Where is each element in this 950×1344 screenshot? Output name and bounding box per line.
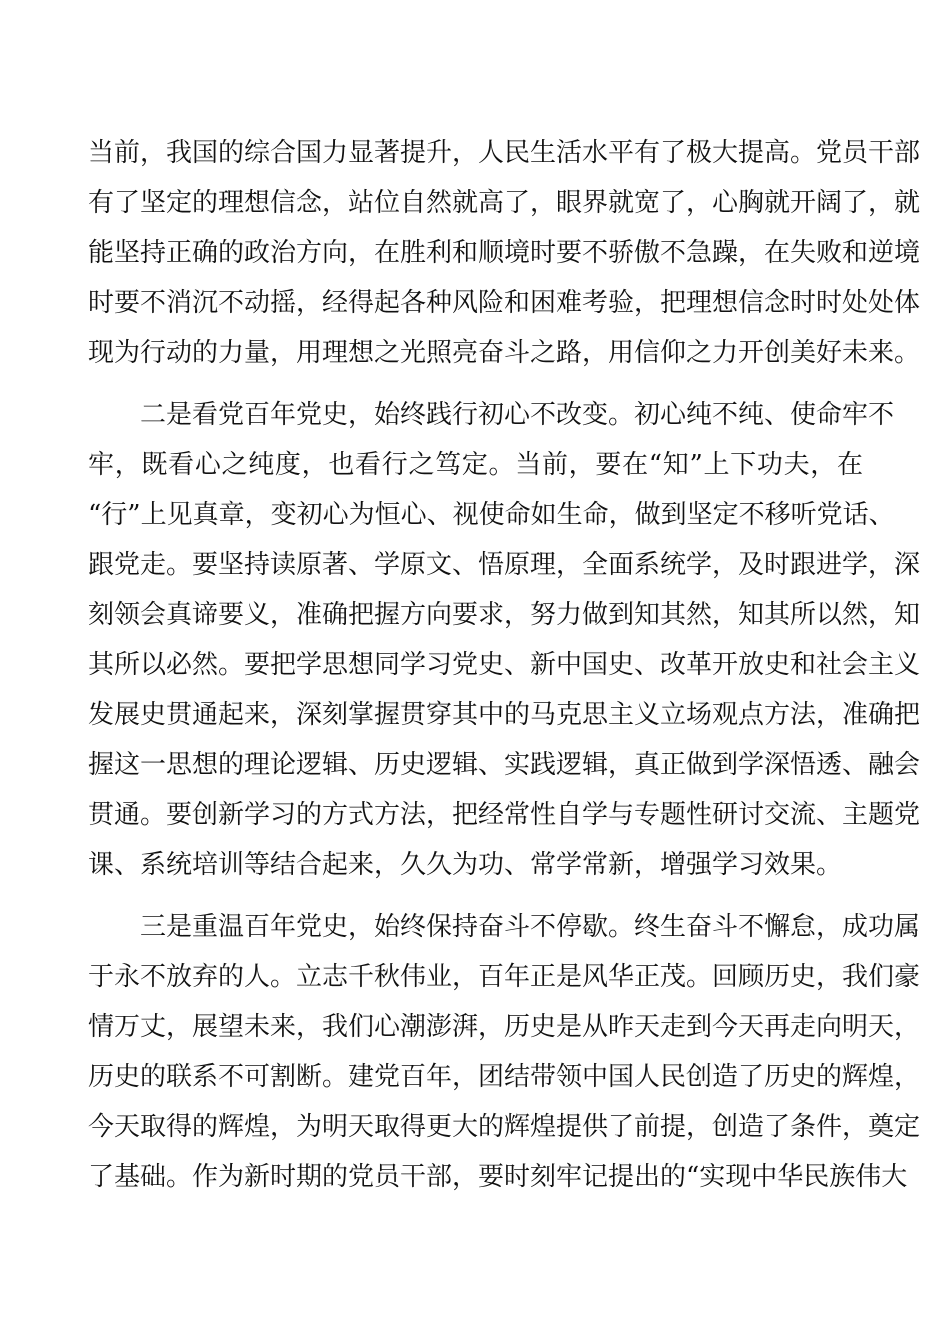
paragraph-spacer xyxy=(88,378,863,390)
paragraph-line: 课、系统培训等结合起来，久久为功、常学常新，增强学习效果。 xyxy=(88,850,843,880)
paragraph-line: 历史的联系不可割断。建党百年，团结带领中国人民创造了历史的辉煌， xyxy=(88,1062,921,1092)
paragraph-line: 有了坚定的理想信念，站位自然就高了，眼界就宽了，心胸就开阔了，就 xyxy=(88,188,921,218)
paragraph-line: 其所以必然。要把学思想同学习党史、新中国史、改革开放史和社会主义 xyxy=(88,650,921,680)
paragraph-line: 时要不消沉不动摇，经得起各种风险和困难考验，把理想信念时时处处体 xyxy=(88,288,921,318)
paragraph-line: 握这一思想的理论逻辑、历史逻辑、实践逻辑，真正做到学深悟透、融会 xyxy=(88,750,921,780)
paragraph-line: 了基础。作为新时期的党员干部，要时刻牢记提出的“实现中华民族伟大 xyxy=(88,1162,908,1192)
paragraph-line: 二是看党百年党史，始终践行初心不改变。初心纯不纯、使命牢不 xyxy=(140,400,895,430)
paragraph-line: 三是重温百年党史，始终保持奋斗不停歇。终生奋斗不懈怠，成功属 xyxy=(140,912,921,942)
paragraph-line: “行”上见真章，变初心为恒心、视使命如生命，做到坚定不移听党话、 xyxy=(88,500,895,530)
paragraph-line: 贯通。要创新学习的方式方法，把经常性自学与专题性研讨交流、主题党 xyxy=(88,800,921,830)
paragraph-line: 现为行动的力量，用理想之光照亮奋斗之路，用信仰之力开创美好未来。 xyxy=(88,338,921,368)
paragraph-2 xyxy=(88,390,921,890)
paragraph-line: 能坚持正确的政治方向，在胜利和顺境时要不骄傲不急躁，在失败和逆境 xyxy=(88,238,921,268)
paragraph-line: 跟党走。要坚持读原著、学原文、悟原理，全面系统学，及时跟进学，深 xyxy=(88,550,921,580)
paragraph-line: 牢，既看心之纯度，也看行之笃定。当前，要在“知”上下功夫，在 xyxy=(88,450,863,480)
paragraph-1 xyxy=(88,128,921,378)
paragraph-line: 发展史贯通起来，深刻掌握贯穿其中的马克思主义立场观点方法，准确把 xyxy=(88,700,921,730)
paragraph-line: 今天取得的辉煌，为明天取得更大的辉煌提供了前提，创造了条件，奠定 xyxy=(88,1112,921,1142)
document-body xyxy=(88,128,921,1202)
paragraph-line: 刻领会真谛要义，准确把握方向要求，努力做到知其然，知其所以然，知 xyxy=(88,600,921,630)
paragraph-spacer xyxy=(88,890,863,902)
paragraph-line: 情万丈，展望未来，我们心潮澎湃，历史是从昨天走到今天再走向明天， xyxy=(88,1012,921,1042)
paragraph-3 xyxy=(88,902,921,1202)
paragraph-line: 于永不放弃的人。立志千秋伟业，百年正是风华正茂。回顾历史，我们豪 xyxy=(88,962,921,992)
paragraph-line: 当前，我国的综合国力显著提升，人民生活水平有了极大提高。党员干部 xyxy=(88,138,921,168)
